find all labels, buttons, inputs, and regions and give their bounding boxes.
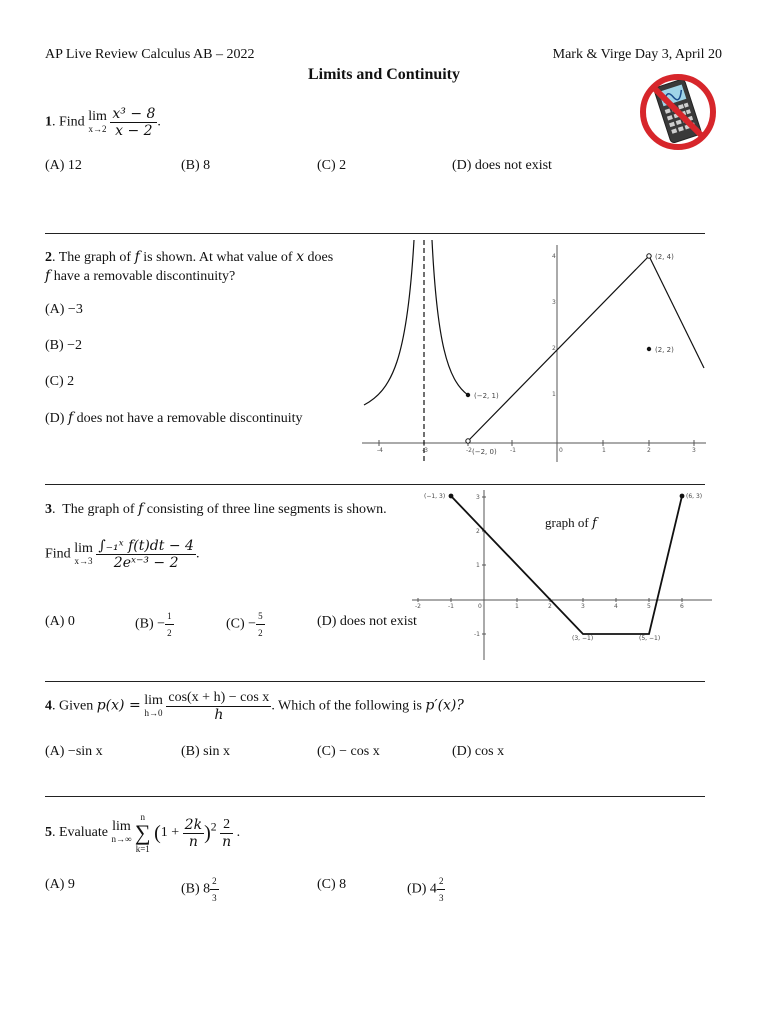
x-tick-label: 0 [478, 603, 482, 610]
point-neg1-3 [449, 494, 454, 499]
q1-choice-c[interactable]: (C) 2 [317, 158, 347, 173]
question-number: 2 [45, 250, 52, 265]
x-tick-label: -1 [510, 447, 516, 454]
x-tick-label: 5 [647, 603, 651, 610]
point-label: (−2, 1) [474, 392, 499, 400]
question-number: 1 [45, 114, 52, 130]
q2-choice-b[interactable]: (B) −2 [45, 338, 83, 353]
point-neg2-0 [466, 439, 470, 443]
point-label: (−2, 0) [472, 448, 497, 456]
point-2-4 [647, 254, 651, 258]
header-right: Mark & Virge Day 3, April 20 [552, 47, 722, 62]
x-tick-label: -1 [448, 603, 454, 610]
q2-choice-c[interactable]: (C) 2 [45, 374, 75, 389]
x-tick-label: 1 [602, 447, 606, 454]
q3-choice-a[interactable]: (A) 0 [45, 614, 75, 629]
page-title: Limits and Continuity [307, 66, 461, 83]
curve-right-branch [432, 240, 468, 395]
q4-choice-c[interactable]: (C) − cos x [317, 744, 380, 759]
q4-choice-d[interactable]: (D) cos x [452, 744, 505, 759]
q3-graph [412, 488, 712, 664]
divider [45, 681, 705, 682]
divider [45, 484, 705, 485]
y-tick-label: 2 [476, 528, 480, 535]
point-label: (2, 4) [655, 253, 674, 261]
y-tick-label: -1 [474, 631, 480, 638]
curve-left-branch [364, 240, 414, 405]
x-tick-label: -2 [415, 603, 421, 610]
q5-choice-b[interactable]: (B) 8 $\frac{2}{3}$ [181, 873, 219, 906]
q1-find: Find [59, 114, 85, 130]
point-label: (2, 2) [655, 346, 674, 354]
x-tick-label: 3 [581, 603, 585, 610]
y-tick-label: 2 [552, 345, 556, 352]
point-label: (−1, 3) [424, 493, 446, 500]
question-number: 3 [45, 502, 52, 517]
q3-choice-c[interactable]: (C) − $\frac{5}{2}$ [226, 608, 265, 641]
x-tick-label: 1 [515, 603, 519, 610]
point-label: (6, 3) [686, 493, 703, 500]
question-1: 1. Find lim x→2 $\frac{\text{x³ − 8}}{x - 2}$ . [45, 106, 161, 139]
x-tick-label: 2 [548, 603, 552, 610]
no-calculator-icon [638, 72, 718, 152]
x-tick-label: 0 [559, 447, 563, 454]
q5-choice-d[interactable]: (D) 4 $\frac{2}{3}$ [407, 873, 445, 906]
header-left: AP Live Review Calculus AB – 2022 [45, 47, 255, 62]
q2-choice-a[interactable]: (A) −3 [45, 302, 83, 317]
q1-choice-b[interactable]: (B) 8 [181, 158, 211, 173]
q4-choice-a[interactable]: (A) −sin x [45, 744, 103, 759]
q3-expression: Find lim x→3 $\frac{\text{∫₋₁ˣ f(t)dt − 4}}{\text{2eˣ⁻³ − 2}}$ . [45, 538, 200, 571]
question-2: 2. The graph of f is shown. At what value of x does f have a removable discontinuity? [45, 249, 334, 284]
q3-choice-b[interactable]: (B) − $\frac{1}{2}$ [135, 608, 174, 641]
x-tick-label: -4 [377, 447, 383, 454]
q2-choice-d[interactable]: (D) f does not have a removable discontinuity [45, 410, 303, 426]
point-label: (3, −1) [572, 635, 594, 642]
x-tick-label: 6 [680, 603, 684, 610]
graph-caption: graph of f [545, 515, 597, 531]
question-number: 5 [45, 825, 52, 841]
q5-choice-c[interactable]: (C) 8 [317, 877, 347, 892]
x-tick-label: -2 [466, 447, 472, 454]
q1-choice-d[interactable]: (D) does not exist [452, 158, 552, 173]
question-3: 3. The graph of f consisting of three line segments is shown. [45, 501, 387, 517]
y-tick-label: 3 [476, 494, 480, 501]
point-6-3 [680, 494, 685, 499]
x-tick-label: -3 [422, 447, 428, 454]
question-4: 4. Given p(x) = lim h→0 $\frac{\text{cos(x + h) − cos x}}{h}$ . Which of the following is p′(x)? [45, 690, 464, 723]
question-5: 5. Evaluate lim n→∞ n ∑ k=1 (1 + $\frac{2k}{n}$ )$^2$ $\frac{2}{n}$ . [45, 812, 241, 854]
y-tick-label: 1 [552, 391, 556, 398]
q3-choice-d[interactable]: (D) does not exist [317, 614, 417, 629]
point-label: (5, −1) [639, 635, 661, 642]
q4-choice-b[interactable]: (B) sin x [181, 744, 230, 759]
divider [45, 233, 705, 234]
x-tick-label: 4 [614, 603, 618, 610]
y-tick-label: 3 [552, 299, 556, 306]
q1-limit: lim x→2 [88, 108, 107, 134]
question-number: 4 [45, 698, 52, 714]
x-tick-label: 2 [647, 447, 651, 454]
q5-choice-a[interactable]: (A) 9 [45, 877, 75, 892]
summation: n ∑ k=1 [134, 812, 151, 854]
q1-choice-a[interactable]: (A) 12 [45, 158, 82, 173]
line-segment [468, 256, 649, 441]
x-tick-label: 3 [692, 447, 696, 454]
y-tick-label: 1 [476, 562, 480, 569]
q2-graph [362, 240, 706, 464]
point-neg2-1 [466, 393, 470, 397]
q1-fraction: $\frac{\text{x³ − 8}}{x - 2}$ [112, 106, 156, 139]
divider [45, 796, 705, 797]
point-2-2 [647, 347, 651, 351]
y-tick-label: 4 [552, 253, 556, 260]
